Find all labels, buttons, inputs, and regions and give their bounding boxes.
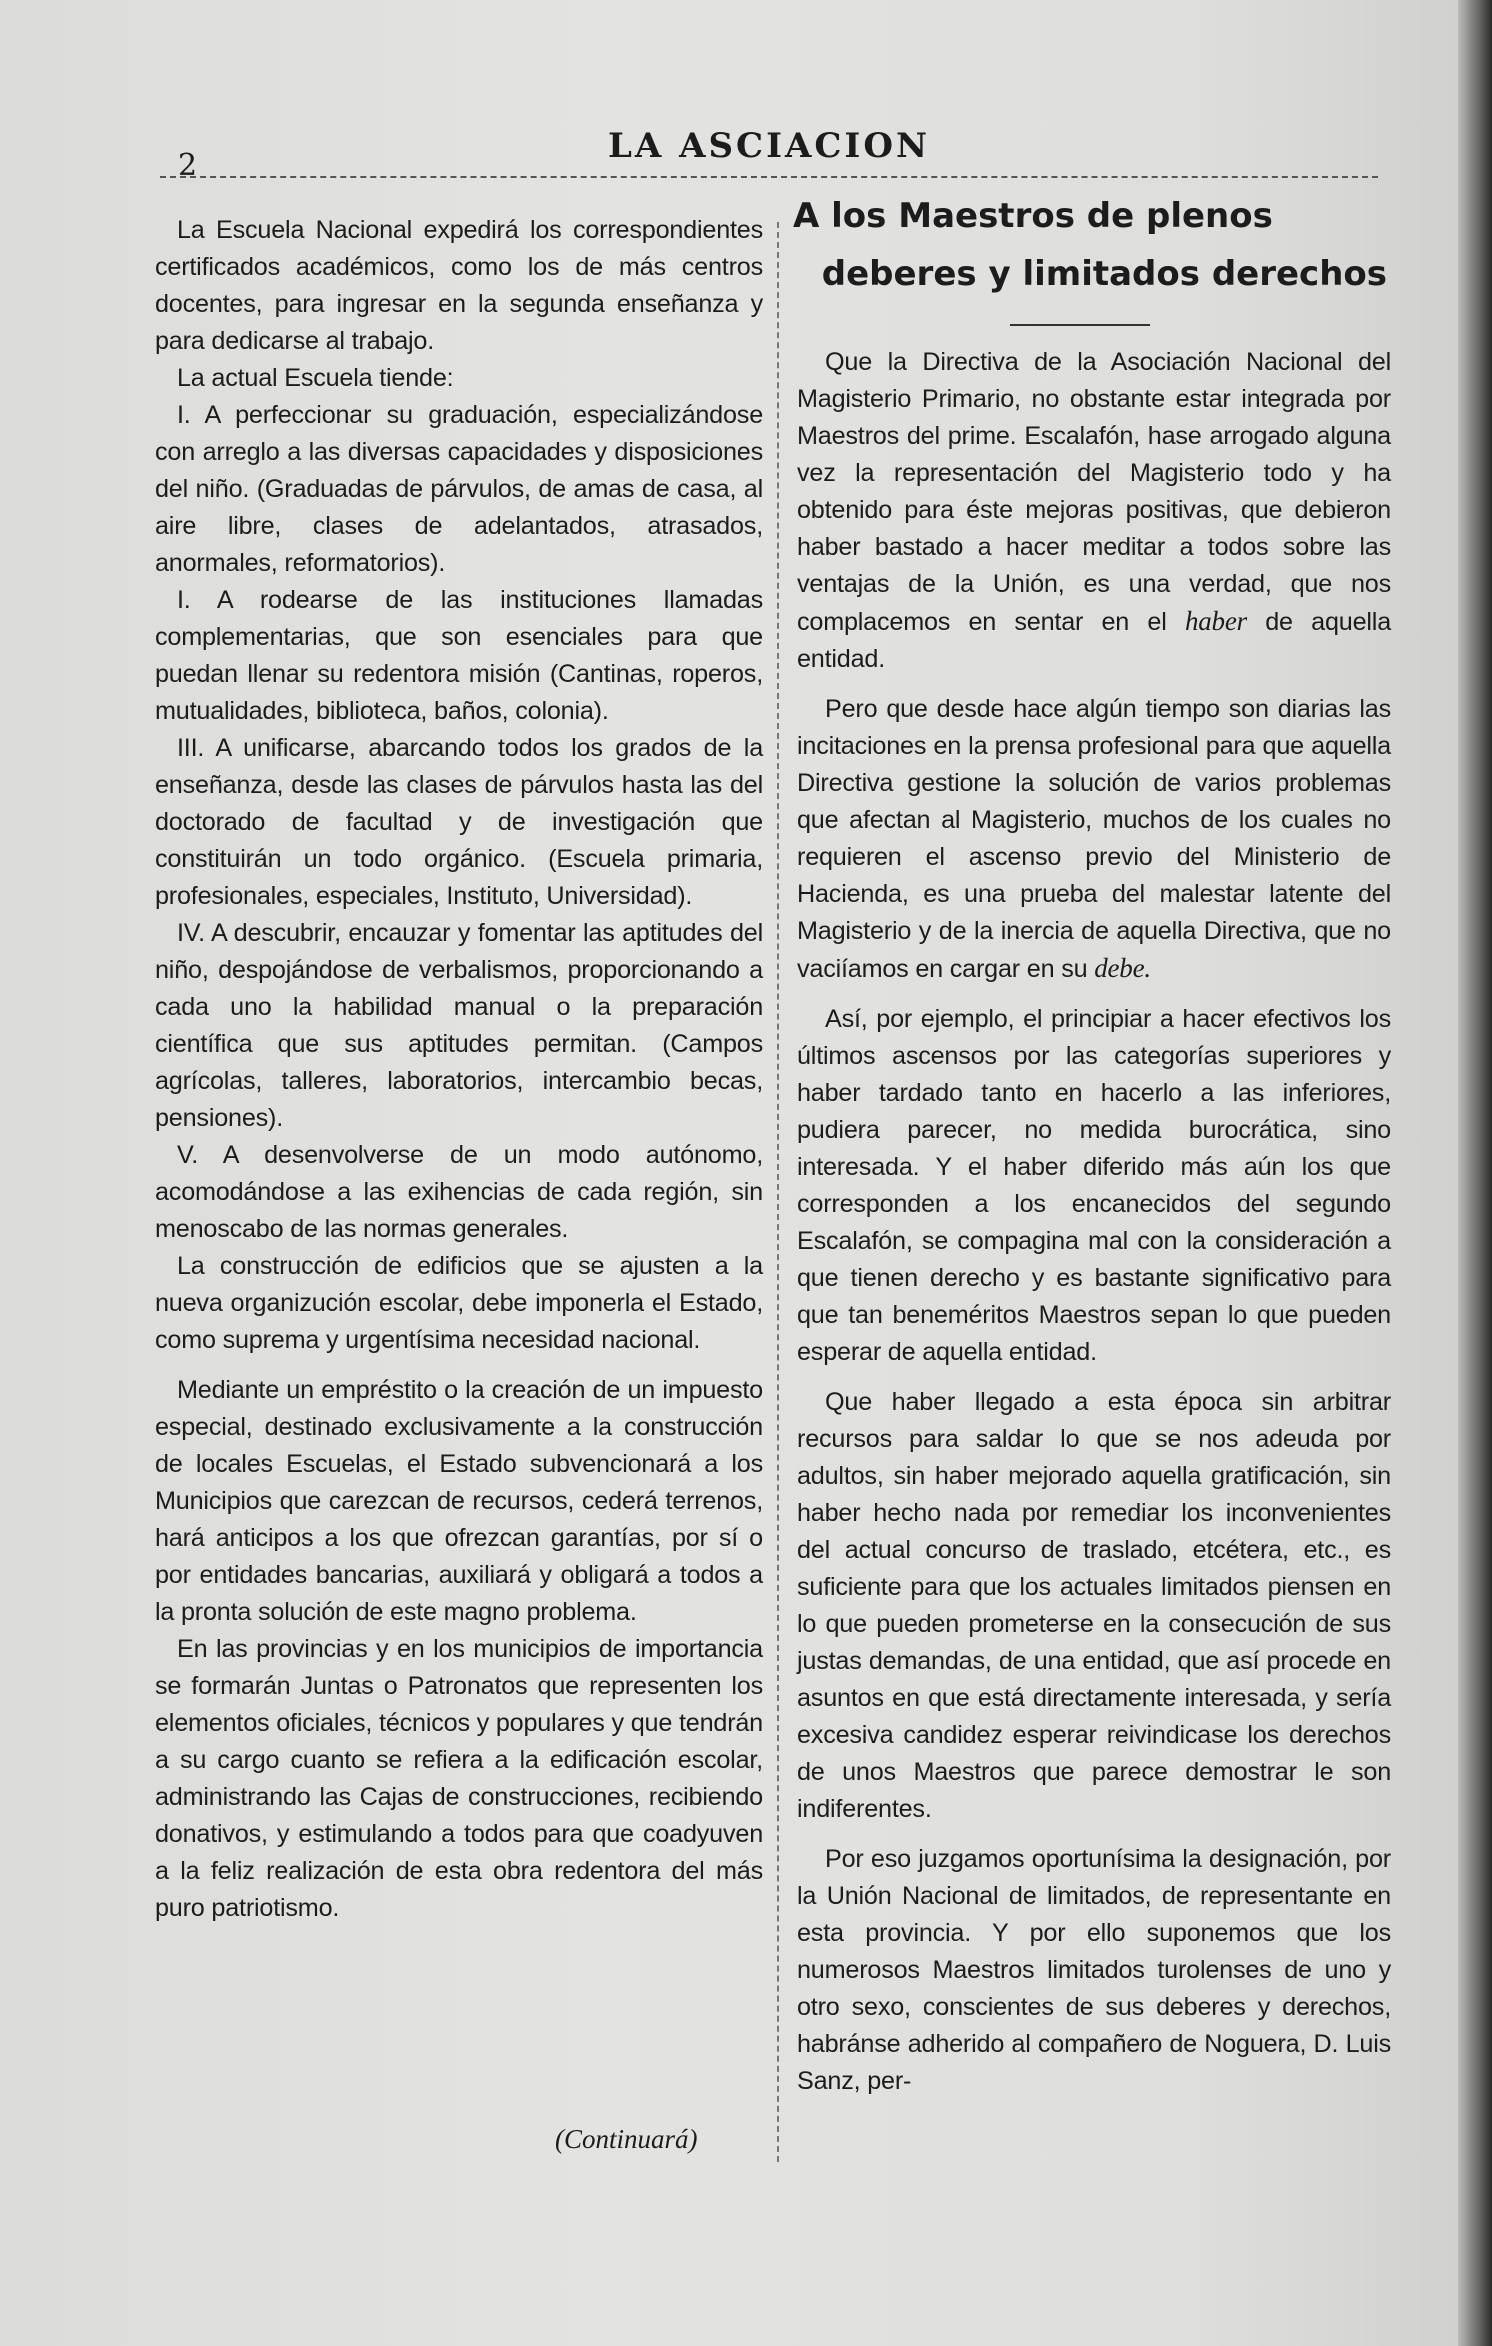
left-paragraph: En las provincias y en los municipios de importancia se formarán Juntas o Patronatos que representen los elementos oficiales, técnicos y populares y que tendrán a su cargo cuanto se refiera a la edificación escolar, administrando las Cajas de construcciones, recibiendo donativos, y estimulando a todos para que coadyuven a la feliz realización de esta obra redentora del más puro patriotismo. [155,1635,763,1922]
emphasis-word: haber [1184,606,1247,636]
left-paragraph: La Escuela Nacional expedirá los correspondientes certificados académicos, como los de más centros docentes, para ingresar en la segunda enseñanza y para dedicarse al trabajo. [155,216,763,355]
paragraph-text: Que la Directiva de la Asociación Nacional del Magisterio Primario, no obstante estar integrada por Maestros del prime. Escalafón, hase arrogado alguna vez la representación del Magisterio todo y ha obtenido para éste mejoras positivas, que debieron haber bastado a hacer meditar a todos sobre las ventajas de la Unión, es una verdad, que nos complacemos en sentar en el [797,348,1391,636]
left-paragraph: La actual Escuela tiende: [177,364,454,392]
page-number: 2 [178,148,198,183]
article-title [793,196,1387,306]
right-paragraph: Así, por ejemplo, el principiar a hacer efectivos los últimos ascensos por las categorías superiores y haber tardado tanto en hacerlo a las inferiores, pudiera parecer, no medida burocrática, sino interesada. Y el haber diferido más aún los que corresponden a los encanecidos del segundo Escalafón, se compagina mal con la consideración a que tienen derecho y es bastante significativo para que tan beneméritos Maestros sepan lo que pueden esperar de aquella entidad. [797,1005,1391,1366]
title-rule [1010,324,1150,326]
continuation-note: (Continuará) [555,2124,698,2154]
journal-title: LA ASCIACION [607,126,931,166]
right-column [797,344,1391,2100]
page-header [160,118,1378,183]
article-title-line-1: A los Maestros de plenos [793,196,1273,236]
left-column [155,212,763,1927]
left-paragraph: V. A desenvolverse de un modo autónomo, acomodándose a las exihencias de cada región, sin menoscabo de las normas generales. [155,1141,763,1243]
paragraph-text: de aquella entidad. [797,608,1391,673]
left-paragraph: I. A perfeccionar su graduación, especializándose con arreglo a las diversas capacidades y disposiciones del niño. (Graduadas de párvulos, de amas de casa, al aire libre, clases de adelantados, atrasados, anormales, reformatorios). [155,401,763,577]
emphasis-word: debe. [1094,953,1151,983]
left-paragraph: Mediante un empréstito o la creación de un impuesto especial, destinado exclusivamente a la construcción de locales Escuelas, el Estado subvencionará a los Municipios que carezcan de recursos, cederá terrenos, hará anticipos a los que ofrezcan garantías, por sí o por entidades bancarias, auxiliará y obligará a todos a la pronta solución de este magno problema. [155,1376,763,1626]
left-paragraph: IV. A descubrir, encauzar y fomentar las aptitudes del niño, despojándose de verbalismos, proporcionando a cada uno la habilidad manual o la preparación científica que sus aptitudes permitan. (Campos agrícolas, talleres, laboratorios, intercambio becas, pensiones). [155,919,763,1132]
right-paragraph: Por eso juzgamos oportunísima la designación, por la Unión Nacional de limitados, de representante en esta provincia. Y por ello suponemos que los numerosos Maestros limitados turolenses de uno y otro sexo, conscientes de sus deberes y derechos, habránse adherido al compañero de Noguera, D. Luis Sanz, per- [797,1845,1391,2095]
paragraph-text: Pero que desde hace algún tiempo son diarias las incitaciones en la prensa profesional para que aquella Directiva gestione la solución de varios problemas que afectan al Magisterio, muchos de los cuales no requieren el ascenso previo del Ministerio de Hacienda, es una prueba del malestar latente del Magisterio y de la inercia de aquella Directiva, que no vaciíamos en cargar en su [797,695,1391,983]
left-paragraph: I. A rodearse de las instituciones llamadas complementarias, que son esenciales para que puedan llenar su redentora misión (Cantinas, roperos, mutualidades, biblioteca, baños, colonia). [155,586,763,725]
right-paragraph: Que haber llegado a esta época sin arbitrar recursos para saldar lo que se nos adeuda por adultos, sin haber mejorado aquella gratificación, sin haber hecho nada por remediar los inconvenientes del actual concurso de traslado, etcétera, etc., es suficiente para que los actuales limitados piensen en lo que pueden prometerse en la consecución de sus justas demandas, de una entidad, que así procede en asuntos en que está directamente interesada, y sería excesiva candidez esperar reivindicase los derechos de unos Maestros que parece demostrar le son indiferentes. [797,1388,1391,1823]
left-paragraph: III. A unificarse, abarcando todos los grados de la enseñanza, desde las clases de párvulos hasta las del doctorado de facultad y de investigación que constituirán un todo orgánico. (Escuela primaria, profesionales, especiales, Instituto, Universidad). [155,734,763,910]
right-paragraph [797,344,1391,678]
page-edge-shadow [1458,0,1492,2346]
right-paragraph [797,691,1391,988]
column-divider [777,222,779,2162]
header-rule [160,176,1378,178]
article-title-line-2: deberes y limitados derechos [821,254,1387,294]
left-paragraph: La construcción de edificios que se ajusten a la nueva organizución escolar, debe imponerla el Estado, como suprema y urgentísima necesidad nacional. [155,1252,763,1354]
